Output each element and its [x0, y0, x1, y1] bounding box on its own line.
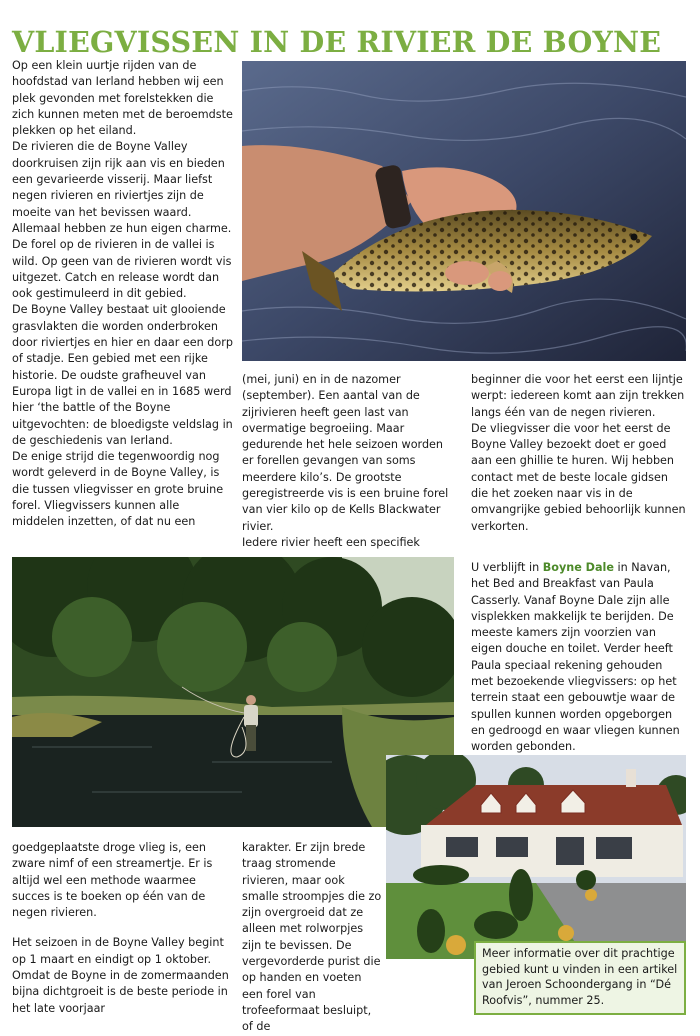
paragraph-intro: U verblijft in — [471, 561, 540, 574]
boyne-dale-highlight: Boyne Dale — [542, 561, 614, 574]
paragraph: beginner die voor het eerst een lijntje werpt: iedereen komt aan zijn trekken langs één van de negen rivieren. — [471, 373, 685, 419]
paragraph: De enige strijd die tegenwoordig nog wordt geleverd in de Boyne Valley, is die tussen vliegvisser en grote bruine forel. Vliegvissers kunnen alle middelen inzetten, of dat nu een — [12, 450, 224, 529]
bed-and-breakfast-photo — [386, 755, 686, 959]
paragraph: De rivieren die de Boyne Valley doorkruisen zijn rijk aan vis en bieden een gevarieerde visserij. Maar liefst negen rivieren en riviertjes zijn de moeite van het bevissen waard. Allemaal hebben ze hun eigen charme. De forel op de rivieren in de vallei is wild. Op geen van de rivieren wordt vis uitgezet. Catch en release wordt dan ook gestimuleerd in dit gebied. — [12, 140, 232, 301]
page-title: VLIEGVISSEN IN DE RIVIER DE BOYNE — [12, 25, 662, 60]
paragraph: goedgeplaatste droge vlieg is, een zware nimf of een streamertje. Er is altijd wel een methode waarmee succes is te boeken op één van de negen rivieren. — [12, 841, 213, 920]
article-column-1b — [12, 840, 234, 1017]
paragraph: Het seizoen in de Boyne Valley begint op 1 maart en eindigt op 1 oktober. Omdat de Boyne in de zomermaanden bijna dichtgroeit is de beste periode in het late voorjaar — [12, 936, 229, 1015]
trout-photo — [242, 61, 686, 361]
article-column-1 — [12, 58, 234, 531]
paragraph: Iedere rivier heeft een specifiek — [242, 535, 420, 549]
paragraph: karakter. Er zijn brede traag stromende rivieren, maar ook smalle stroompjes die zo zijn overgroeid dat ze alleen met rolworpjes zijn te bevissen. De vergevorderde purist die op handen en voeten een forel van trofeeformaat besluipt, of de — [242, 841, 382, 1034]
paragraph: (mei, juni) en in de nazomer (september). Een aantal van de zijrivieren heeft geen last van overmatige begroeiing. Maar gedurende het hele seizoen worden er forellen gevangen van soms meerdere kilo’s. De grootste geregistreerde vis is een bruine forel van vier kilo op de Kells Blackwater rivier. — [242, 373, 449, 533]
info-box — [474, 941, 686, 1015]
paragraph-rest: in Navan, het Bed and Breakfast van Paula Casserly. Vanaf Boyne Dale zijn alle visplekken makkelijk te berijden. De meeste kamers zijn voorzien van eigen douche en toilet. Verder heeft Paula speciaal rekening gehouden met bezoekende vliegvissers: op het terrein staat een gebouwtje waar de spullen kunnen worden opgeborgen en gedroogd en waar vliegen kunnen worden gebonden. — [471, 561, 680, 754]
article-column-2 — [242, 372, 454, 551]
article-column-2b — [242, 840, 382, 1036]
info-box-text: Meer informatie over dit prachtige gebied kunt u vinden in een artikel van Jeroen Schoondergang in “Dé Roofvis”, nummer 25. — [482, 947, 678, 1007]
paragraph — [471, 560, 686, 756]
article-column-3 — [471, 372, 686, 535]
article-column-3b — [471, 560, 686, 756]
paragraph: Op een klein uurtje rijden van de hoofdstad van Ierland hebben wij een plek gevonden met forelstekken die zich kunnen meten met de beroemdste plekken op het eiland. — [12, 59, 233, 138]
paragraph: De Boyne Valley bestaat uit glooiende grasvlakten die worden onderbroken door riviertjes en hier en daar een dorp of stadje. Een gebied met een rijke historie. De oudste grafheuvel van Europa ligt in de vallei en in 1685 werd hier ‘the battle of the Boyne uitgevochten: de bloedigste veldslag in de geschiedenis van Ierland. — [12, 303, 233, 447]
paragraph: De vliegvisser die voor het eerst de Boyne Valley bezoekt doet er goed aan een ghillie te huren. Wij hebben contact met de beste locale gidsen die het zoeken naar vis in de omvangrijke gebied behoorlijk kunnen verkorten. — [471, 421, 686, 533]
